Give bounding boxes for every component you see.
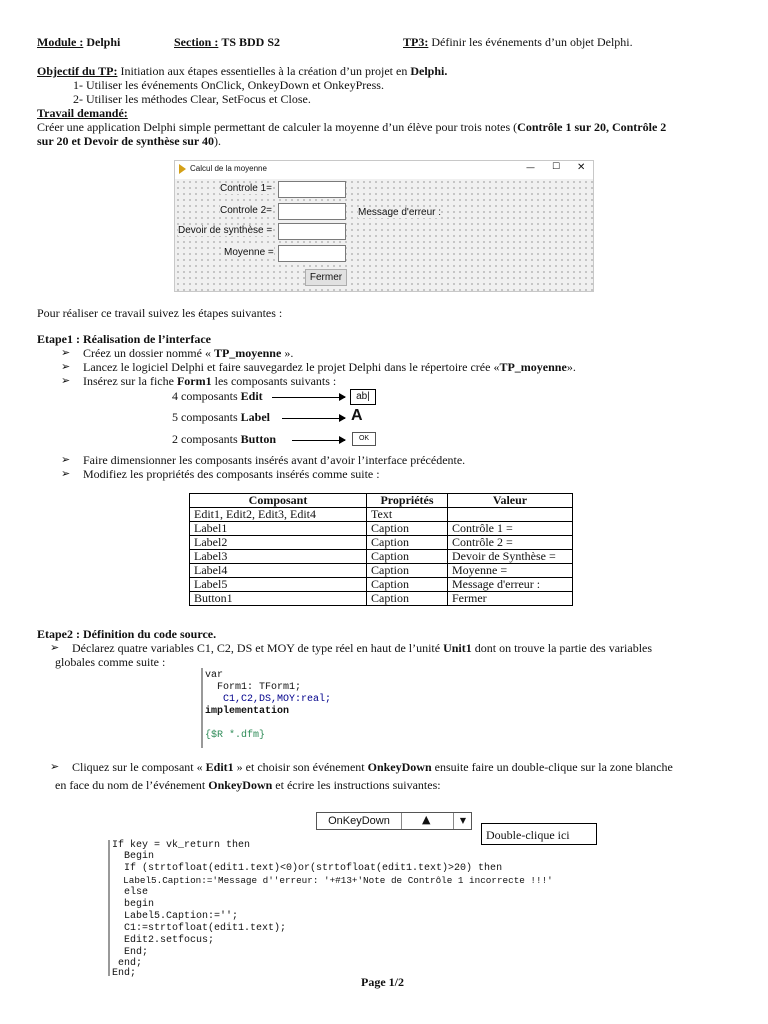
- p2l2-a: en face du nom de l’événement: [55, 778, 206, 792]
- double-click-callout: Double-clique ici: [481, 823, 597, 845]
- table-header: Propriétés: [367, 494, 448, 508]
- code2-line: Label5.Caption:='Message d''erreur: '+#13+'Note de Contrôle 1 incorrecte !!!': [112, 875, 553, 886]
- etape1-bullet-1: [83, 346, 293, 360]
- comp-edit: [172, 389, 263, 403]
- comp-button-count: 2 composants: [172, 432, 238, 446]
- table-header-row: [190, 494, 573, 508]
- properties-table: [189, 493, 573, 606]
- table-cell: Label1: [190, 522, 367, 536]
- section-label: Section :: [174, 35, 219, 49]
- table-header: Composant: [190, 494, 367, 508]
- etape2-title: [37, 627, 216, 641]
- maximize-icon[interactable]: ☐: [552, 162, 561, 172]
- p2-a: Cliquez sur le composant «: [72, 760, 203, 774]
- table-cell: Button1: [190, 592, 367, 606]
- code2-line: End;: [112, 968, 137, 979]
- table-cell: Label5: [190, 578, 367, 592]
- event-row: [316, 812, 472, 830]
- delphi-form-window: [174, 160, 594, 292]
- code1-line: C1,C2,DS,MOY:real;: [205, 694, 332, 705]
- p1-c: dont on trouve la partie des variables: [474, 641, 653, 655]
- label-controle-1: Controle 1=: [220, 183, 272, 194]
- table-cell: Label3: [190, 550, 367, 564]
- table-cell: Devoir de Synthèse =: [448, 550, 573, 564]
- etape1-bullet-2: [83, 360, 576, 374]
- intro-text: Pour réaliser ce travail suivez les étapes suivantes :: [37, 306, 283, 320]
- minimize-icon[interactable]: —: [526, 163, 535, 173]
- edit-component-icon: ab|: [350, 389, 376, 405]
- arrow-label: [282, 418, 345, 419]
- p1-b: Unit1: [443, 641, 472, 655]
- objectif-line: [37, 64, 447, 78]
- table-cell: Caption: [367, 578, 448, 592]
- page-number: Page 1/2: [361, 975, 404, 989]
- table-cell: Caption: [367, 536, 448, 550]
- code1-line: Form1: TForm1;: [205, 682, 302, 693]
- travail-text-a: Créer une application Delphi simple permettant de calculer la moyenne d’un élève pour trois notes (: [37, 120, 518, 134]
- table-row: [190, 522, 573, 536]
- up-arrow-icon: ▲: [422, 813, 431, 826]
- travail-label: [37, 106, 128, 120]
- b1-a: Créez un dossier nommé «: [83, 346, 211, 360]
- tp-label: TP3:: [403, 35, 429, 49]
- travail-line-1: [37, 120, 666, 134]
- event-name: OnKeyDown: [317, 813, 402, 829]
- label-component-icon: A: [351, 407, 363, 424]
- table-cell: Caption: [367, 592, 448, 606]
- b2-c: ».: [566, 360, 576, 374]
- p2-d: OnkeyDown: [367, 760, 432, 774]
- code2-line: C1:=strtofloat(edit1.text);: [112, 923, 287, 934]
- comp-edit-count: 4 composants: [172, 389, 238, 403]
- header-section: [174, 35, 280, 49]
- comp-label: [172, 410, 270, 424]
- table-cell: Caption: [367, 550, 448, 564]
- travail-label-text: Travail demandé:: [37, 106, 128, 120]
- travail-text-c: sur 20 et Devoir de synthèse sur 40: [37, 134, 214, 148]
- p2l2-c: et écrire les instructions suivantes:: [275, 778, 441, 792]
- table-cell: Text: [367, 508, 448, 522]
- code2-line: End;: [112, 947, 149, 958]
- form-title: Calcul de la moyenne: [190, 164, 267, 173]
- label-devoir-synthese: Devoir de synthèse =: [178, 225, 273, 236]
- etape1-title-text: Etape1 : Réalisation de l’interface: [37, 332, 211, 346]
- etape2-para-2-line2: [55, 778, 441, 792]
- table-cell: Contrôle 1 =: [448, 522, 573, 536]
- table-cell: Contrôle 2 =: [448, 536, 573, 550]
- table-row: [190, 592, 573, 606]
- header-tp: [403, 35, 633, 49]
- table-row: [190, 564, 573, 578]
- delphi-logo-icon: [179, 164, 186, 174]
- close-icon[interactable]: ✕: [577, 162, 586, 173]
- objectif-item-2: 2- Utiliser les méthodes Clear, SetFocus et Close.: [73, 92, 311, 106]
- travail-text-b: Contrôle 1 sur 20, Contrôle 2: [517, 120, 667, 134]
- code1-line: implementation: [205, 706, 290, 717]
- form-title-bar: [175, 161, 593, 179]
- code2-line: Label5.Caption:='';: [112, 911, 239, 922]
- comp-button: [172, 432, 276, 446]
- objectif-text: Initiation aux étapes essentielles à la création d’un projet en: [120, 64, 408, 78]
- b3-b: Form1: [176, 374, 212, 388]
- objectif-label: Objectif du TP:: [37, 64, 118, 78]
- edit2[interactable]: [278, 203, 346, 220]
- code1-line: var: [205, 670, 224, 681]
- code1-line: {$R *.dfm}: [205, 730, 266, 741]
- p1-a: Déclarez quatre variables C1, C2, DS et MOY de type réel en haut de l’unité: [72, 641, 441, 655]
- etape2-para-1-line2: globales comme suite :: [55, 655, 166, 669]
- code2-line: begin: [112, 899, 155, 910]
- b3-c: les composants suivants :: [214, 374, 337, 388]
- travail-line-2: [37, 134, 221, 148]
- code2-line: Begin: [112, 851, 155, 862]
- header-module: [37, 35, 120, 49]
- objectif-bold: Delphi.: [410, 64, 448, 78]
- p2-e: ensuite faire un double-clique sur la zone blanche: [434, 760, 673, 774]
- edit1[interactable]: [278, 181, 346, 198]
- dropdown-arrow-icon[interactable]: ▼: [453, 813, 472, 829]
- b1-b: TP_moyenne: [213, 346, 282, 360]
- module-label: Module :: [37, 35, 84, 49]
- table-cell: Label4: [190, 564, 367, 578]
- edit4[interactable]: [278, 245, 346, 262]
- table-row: [190, 508, 573, 522]
- tp-value: Définir les événements d’un objet Delphi.: [431, 35, 633, 49]
- objectif-item-1: 1- Utiliser les événements OnClick, OnkeyDown et OnkeyPress.: [73, 78, 384, 92]
- etape1-bullet-3: [83, 374, 336, 388]
- travail-text-d: ).: [214, 134, 221, 148]
- p2-c: » et choisir son événement: [236, 760, 365, 774]
- button-component-icon: OK: [352, 432, 376, 446]
- code2-line: end;: [112, 958, 143, 969]
- code2-line: Edit2.setfocus;: [112, 935, 215, 946]
- fermer-button[interactable]: Fermer: [305, 269, 347, 286]
- b2-a: Lancez le logiciel Delphi et faire sauvegardez le projet Delphi dans le répertoire crée «: [83, 360, 500, 374]
- table-cell: Label2: [190, 536, 367, 550]
- comp-label-count: 5 composants: [172, 410, 238, 424]
- etape2-para-2: [72, 760, 673, 774]
- code-block-2: [108, 840, 610, 979]
- table-cell: Edit1, Edit2, Edit3, Edit4: [190, 508, 367, 522]
- table-header: Valeur: [448, 494, 573, 508]
- section-value: TS BDD S2: [221, 35, 281, 49]
- comp-label-name: Label: [240, 410, 271, 424]
- label-moyenne: Moyenne =: [224, 247, 274, 258]
- etape2-para-1: [72, 641, 652, 655]
- code-block-1: [201, 668, 363, 748]
- label-controle-2: Controle 2=: [220, 205, 272, 216]
- table-row: [190, 536, 573, 550]
- b2-b: TP_moyenne: [499, 360, 567, 374]
- etape1-title: [37, 332, 211, 346]
- etape1-bullet-4: ➢ Faire dimensionner les composants insérés avant d’avoir l’interface précédente.: [83, 453, 465, 467]
- label-message-erreur: Message d'erreur :: [358, 207, 442, 218]
- etape1-bullet-5: ➢ Modifiez les propriétés des composants insérés comme suite :: [83, 467, 380, 481]
- b3-a: Insérez sur la fiche: [83, 374, 174, 388]
- table-cell: Moyenne =: [448, 564, 573, 578]
- code2-line: If key = vk_return then: [112, 840, 251, 851]
- comp-edit-name: Edit: [240, 389, 263, 403]
- comp-button-name: Button: [240, 432, 277, 446]
- arrow-edit: [272, 397, 345, 398]
- table-cell: Message d'erreur :: [448, 578, 573, 592]
- code2-line: else: [112, 887, 149, 898]
- etape2-title-text: Etape2 : Définition du code source.: [37, 627, 217, 641]
- p2l2-b: OnkeyDown: [208, 778, 273, 792]
- code2-line: If (strtofloat(edit1.text)<0)or(strtofloat(edit1.text)>20) then: [112, 863, 503, 874]
- table-cell: Caption: [367, 522, 448, 536]
- table-cell: Caption: [367, 564, 448, 578]
- edit3[interactable]: [278, 223, 346, 240]
- module-value: Delphi: [86, 35, 121, 49]
- b1-c: ».: [284, 346, 294, 360]
- table-row: [190, 550, 573, 564]
- arrow-button: [292, 440, 345, 441]
- table-row: [190, 578, 573, 592]
- p2-b: Edit1: [205, 760, 234, 774]
- table-cell: [448, 508, 573, 522]
- table-cell: Fermer: [448, 592, 573, 606]
